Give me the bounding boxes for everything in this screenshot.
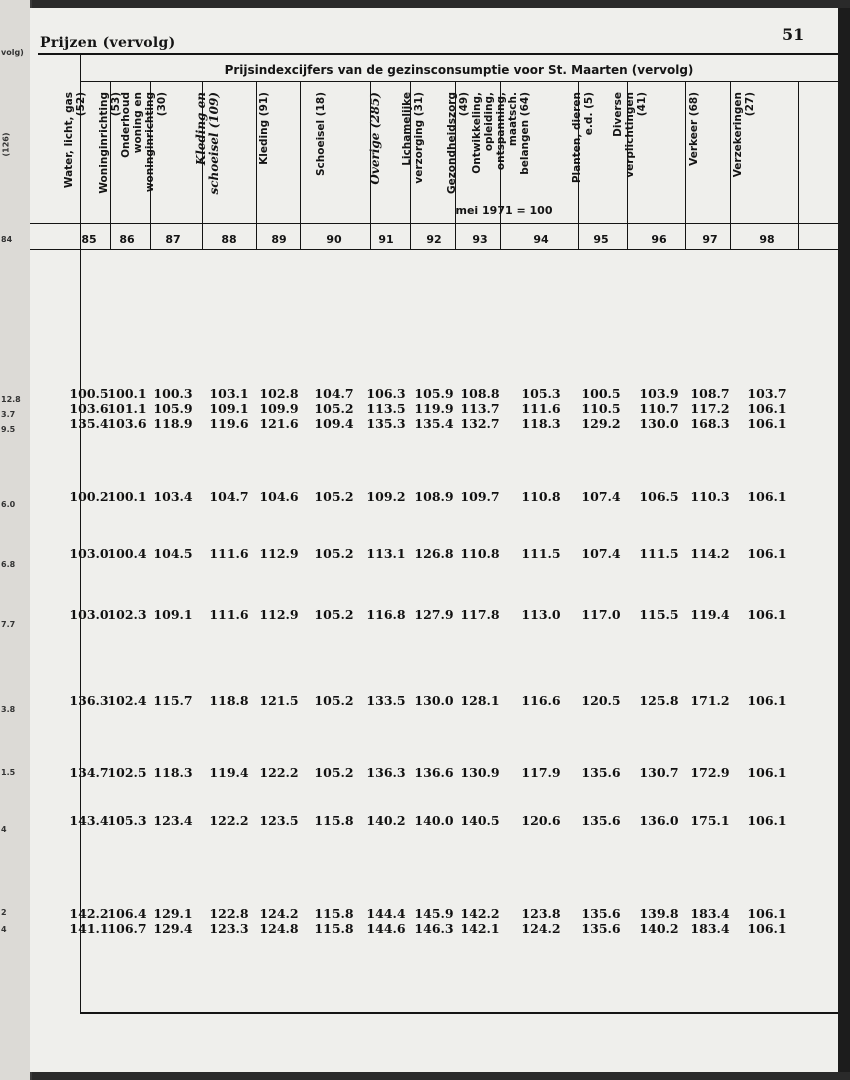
margin-fragment: 2 (1, 908, 7, 917)
column-header-label: Water, licht, gas (52) (63, 92, 87, 189)
table-cell: 183.4 (690, 906, 730, 921)
table-cell: 130.0 (414, 693, 454, 708)
margin-fragment: 3.7 (1, 410, 16, 419)
table-cell: 122.2 (209, 813, 249, 828)
table-cell: 106.1 (747, 607, 787, 622)
table-cell: 143.4 (69, 813, 109, 828)
table-cell: 115.8 (314, 813, 354, 828)
table-cell: 113.7 (460, 401, 500, 416)
column-header (685, 86, 730, 204)
table-cell: 135.6 (581, 921, 621, 936)
table-cell: 105.2 (314, 546, 354, 561)
table-cell: 100.1 (107, 386, 147, 401)
table-cell: 116.6 (521, 693, 561, 708)
margin-fragment: 1.5 (1, 768, 16, 777)
column-header-label: Onderhoud woning en woninginrichting (30) (120, 92, 168, 193)
table-cell: 101.1 (107, 401, 147, 416)
table-cell: 127.9 (414, 607, 454, 622)
table-cell: 110.7 (639, 401, 679, 416)
column-number: 98 (759, 233, 775, 246)
table-cell: 140.2 (366, 813, 406, 828)
table-cell: 120.6 (521, 813, 561, 828)
table-cell: 111.6 (209, 607, 249, 622)
table-cell: 102.5 (107, 765, 147, 780)
margin-fragment: 6.8 (1, 560, 16, 569)
table-cell: 103.0 (69, 607, 109, 622)
table-cell: 104.7 (314, 386, 354, 401)
margin-fragment: 4 (1, 925, 7, 934)
table-cell: 115.8 (314, 906, 354, 921)
table-cell: 135.6 (581, 906, 621, 921)
column-number: 86 (119, 233, 135, 246)
table-cell: 113.1 (366, 546, 406, 561)
column-header-label: Gezondheidszorg (49) (445, 92, 470, 195)
table-cell: 171.2 (690, 693, 730, 708)
table-cell: 141.1 (69, 921, 109, 936)
column-number: 91 (378, 233, 394, 246)
table-bottom-rule (80, 1012, 838, 1014)
table-cell: 100.1 (107, 489, 147, 504)
table-cell: 183.4 (690, 921, 730, 936)
table-title: Prijsindexcijfers van de gezinsconsumptie voor St. Maarten (vervolg) (224, 63, 694, 77)
table-cell: 132.7 (460, 416, 500, 431)
table-cell: 105.2 (314, 401, 354, 416)
table-cell: 118.3 (521, 416, 561, 431)
table-cell: 103.6 (69, 401, 109, 416)
column-number: 87 (165, 233, 181, 246)
table-cell: 100.3 (153, 386, 193, 401)
table-cell: 122.8 (209, 906, 249, 921)
base-label: mei 1971 = 100 (455, 204, 553, 217)
margin-fragment: 9.5 (1, 425, 16, 434)
table-cell: 115.8 (314, 921, 354, 936)
margin-fragment: 7.7 (1, 620, 16, 629)
column-header (300, 86, 370, 204)
header-rule (38, 53, 838, 55)
table-cell: 106.1 (747, 921, 787, 936)
table-cell: 124.2 (521, 921, 561, 936)
table-cell: 113.5 (366, 401, 406, 416)
table-cell: 107.4 (581, 489, 621, 504)
table-cell: 108.7 (690, 386, 730, 401)
column-number: 94 (533, 233, 549, 246)
column-header (256, 86, 300, 204)
table-cell: 135.3 (366, 416, 406, 431)
table-cell: 112.9 (259, 546, 299, 561)
table-cell: 140.0 (414, 813, 454, 828)
table-cell: 130.7 (639, 765, 679, 780)
table-cell: 100.2 (69, 489, 109, 504)
column-header (612, 86, 685, 204)
table-cell: 100.5 (581, 386, 621, 401)
table-cell: 142.2 (69, 906, 109, 921)
table-cell: 130.0 (639, 416, 679, 431)
table-cell: 103.1 (209, 386, 249, 401)
table-cell: 136.3 (69, 693, 109, 708)
table-cell: 119.6 (209, 416, 249, 431)
table-cell: 105.9 (414, 386, 454, 401)
table-cell: 135.4 (69, 416, 109, 431)
table-cell: 117.8 (460, 607, 500, 622)
table-cell: 134.7 (69, 765, 109, 780)
table-cell: 129.2 (581, 416, 621, 431)
table-cell: 142.1 (460, 921, 500, 936)
column-number: 89 (271, 233, 287, 246)
title-rule (80, 81, 838, 82)
table-cell: 105.2 (314, 693, 354, 708)
table-cell: 102.8 (259, 386, 299, 401)
column-header-label: Planten, dieren e.d. (5) (570, 92, 595, 184)
table-cell: 125.8 (639, 693, 679, 708)
table-cell: 129.1 (153, 906, 193, 921)
table-cell: 103.6 (107, 416, 147, 431)
table-cell: 126.8 (414, 546, 454, 561)
table-cell: 117.2 (690, 401, 730, 416)
table-cell: 129.4 (153, 921, 193, 936)
table-cell: 109.2 (366, 489, 406, 504)
table-cell: 110.3 (690, 489, 730, 504)
table-cell: 118.8 (209, 693, 249, 708)
table-cell: 105.2 (314, 607, 354, 622)
table-cell: 103.4 (153, 489, 193, 504)
table-cell: 145.9 (414, 906, 454, 921)
column-header-label: Verzekeringen (27) (732, 92, 756, 178)
margin-fragment: 6.0 (1, 500, 16, 509)
table-cell: 175.1 (690, 813, 730, 828)
column-number: 96 (651, 233, 667, 246)
table-cell: 123.5 (259, 813, 299, 828)
table-cell: 106.1 (747, 693, 787, 708)
table-cell: 139.8 (639, 906, 679, 921)
table-cell: 103.7 (747, 386, 787, 401)
table-cell: 120.5 (581, 693, 621, 708)
table-cell: 106.3 (366, 386, 406, 401)
table-cell: 117.0 (581, 607, 621, 622)
table-cell: 106.1 (747, 546, 787, 561)
table-cell: 144.4 (366, 906, 406, 921)
column-number: 92 (426, 233, 442, 246)
table-cell: 124.2 (259, 906, 299, 921)
table-cell: 104.7 (209, 489, 249, 504)
table-cell: 109.1 (209, 401, 249, 416)
column-header-label: Verkeer (68) (687, 92, 700, 166)
table-cell: 111.6 (209, 546, 249, 561)
table-cell: 136.0 (639, 813, 679, 828)
margin-fragment: 12.8 (1, 395, 21, 404)
table-cell: 106.1 (747, 765, 787, 780)
table-cell: 111.5 (639, 546, 679, 561)
table-cell: 109.7 (460, 489, 500, 504)
table-cell: 105.3 (107, 813, 147, 828)
page-number: 51 (782, 25, 805, 44)
table-cell: 172.9 (690, 765, 730, 780)
margin-fragment: 4 (1, 825, 7, 834)
table-cell: 105.9 (153, 401, 193, 416)
table-cell: 113.0 (521, 607, 561, 622)
running-header: Prijzen (vervolg) (40, 35, 176, 51)
table-cell: 102.3 (107, 607, 147, 622)
table-cell: 135.4 (414, 416, 454, 431)
column-number: 95 (593, 233, 609, 246)
table-cell: 106.1 (747, 416, 787, 431)
table-cell: 114.2 (690, 546, 730, 561)
column-header-label: Kleding en schoeisel (109) (194, 92, 221, 195)
table-cell: 106.1 (747, 813, 787, 828)
table-cell: 102.4 (107, 693, 147, 708)
table-cell: 111.5 (521, 546, 561, 561)
column-header-label: Kleding (91) (258, 92, 270, 165)
table-cell: 106.1 (747, 906, 787, 921)
table-cell: 121.6 (259, 416, 299, 431)
table-cell: 123.8 (521, 906, 561, 921)
column-separator (798, 81, 799, 249)
colnum-rule-bottom (30, 249, 838, 250)
column-header-label: Diverse verplichtingen (41) (612, 92, 648, 178)
table-cell: 106.7 (107, 921, 147, 936)
table-cell: 135.6 (581, 765, 621, 780)
column-number: 88 (221, 233, 237, 246)
table-cell: 116.8 (366, 607, 406, 622)
table-cell: 109.9 (259, 401, 299, 416)
column-header-label: Ontwikkeling, opleiding, ontspanning, maatsch. belangen (64) (471, 92, 531, 175)
table-cell: 100.5 (69, 386, 109, 401)
table-cell: 104.5 (153, 546, 193, 561)
table-cell: 110.8 (521, 489, 561, 504)
previous-page-edge (0, 0, 32, 1080)
table-cell: 106.4 (107, 906, 147, 921)
table-cell: 104.6 (259, 489, 299, 504)
table-cell: 100.4 (107, 546, 147, 561)
table-cell: 108.8 (460, 386, 500, 401)
table-cell: 110.8 (460, 546, 500, 561)
margin-fragment: (126) (1, 132, 11, 157)
table-cell: 115.7 (153, 693, 193, 708)
table-cell: 122.2 (259, 765, 299, 780)
table-cell: 119.4 (209, 765, 249, 780)
book-edge (838, 8, 850, 1072)
table-cell: 105.2 (314, 489, 354, 504)
table-cell: 106.5 (639, 489, 679, 504)
table-cell: 112.9 (259, 607, 299, 622)
table-cell: 106.1 (747, 489, 787, 504)
column-header-label: Overige (285) (368, 92, 382, 185)
table-cell: 119.4 (690, 607, 730, 622)
table-cell: 111.6 (521, 401, 561, 416)
table-cell: 108.9 (414, 489, 454, 504)
table-cell: 128.1 (460, 693, 500, 708)
table-cell: 115.5 (639, 607, 679, 622)
table-cell: 142.2 (460, 906, 500, 921)
table-cell: 103.0 (69, 546, 109, 561)
column-number: 97 (702, 233, 718, 246)
table-cell: 119.9 (414, 401, 454, 416)
table-cell: 146.3 (414, 921, 454, 936)
margin-fragment: 84 (1, 235, 13, 244)
table-cell: 144.6 (366, 921, 406, 936)
table-cell: 135.6 (581, 813, 621, 828)
table-cell: 133.5 (366, 693, 406, 708)
table-cell: 136.6 (414, 765, 454, 780)
margin-fragment: 3.8 (1, 705, 16, 714)
column-header (471, 86, 578, 204)
table-cell: 123.3 (209, 921, 249, 936)
table-cell: 109.4 (314, 416, 354, 431)
colnum-rule-top (30, 223, 838, 224)
table-cell: 110.5 (581, 401, 621, 416)
table-cell: 118.3 (153, 765, 193, 780)
column-header-label: Schoeisel (18) (315, 92, 327, 177)
table-cell: 130.9 (460, 765, 500, 780)
column-number: 93 (472, 233, 488, 246)
column-header (194, 86, 256, 204)
table-cell: 107.4 (581, 546, 621, 561)
column-number: 85 (81, 233, 97, 246)
column-number: 90 (326, 233, 342, 246)
table-cell: 140.5 (460, 813, 500, 828)
table-cell: 168.3 (690, 416, 730, 431)
column-header (730, 86, 798, 204)
document-page (30, 8, 838, 1072)
table-cell: 117.9 (521, 765, 561, 780)
table-cell: 105.3 (521, 386, 561, 401)
table-cell: 121.5 (259, 693, 299, 708)
table-cell: 106.1 (747, 401, 787, 416)
column-header-label: Lichamelijke verzorging (31) (400, 92, 425, 184)
column-header-label: Woninginrichting (53) (98, 92, 122, 194)
table-cell: 105.2 (314, 765, 354, 780)
margin-fragment: volg) (1, 48, 24, 57)
table-cell: 124.8 (259, 921, 299, 936)
table-cell: 103.9 (639, 386, 679, 401)
table-cell: 109.1 (153, 607, 193, 622)
table-cell: 123.4 (153, 813, 193, 828)
table-cell: 136.3 (366, 765, 406, 780)
table-cell: 118.9 (153, 416, 193, 431)
table-cell: 140.2 (639, 921, 679, 936)
